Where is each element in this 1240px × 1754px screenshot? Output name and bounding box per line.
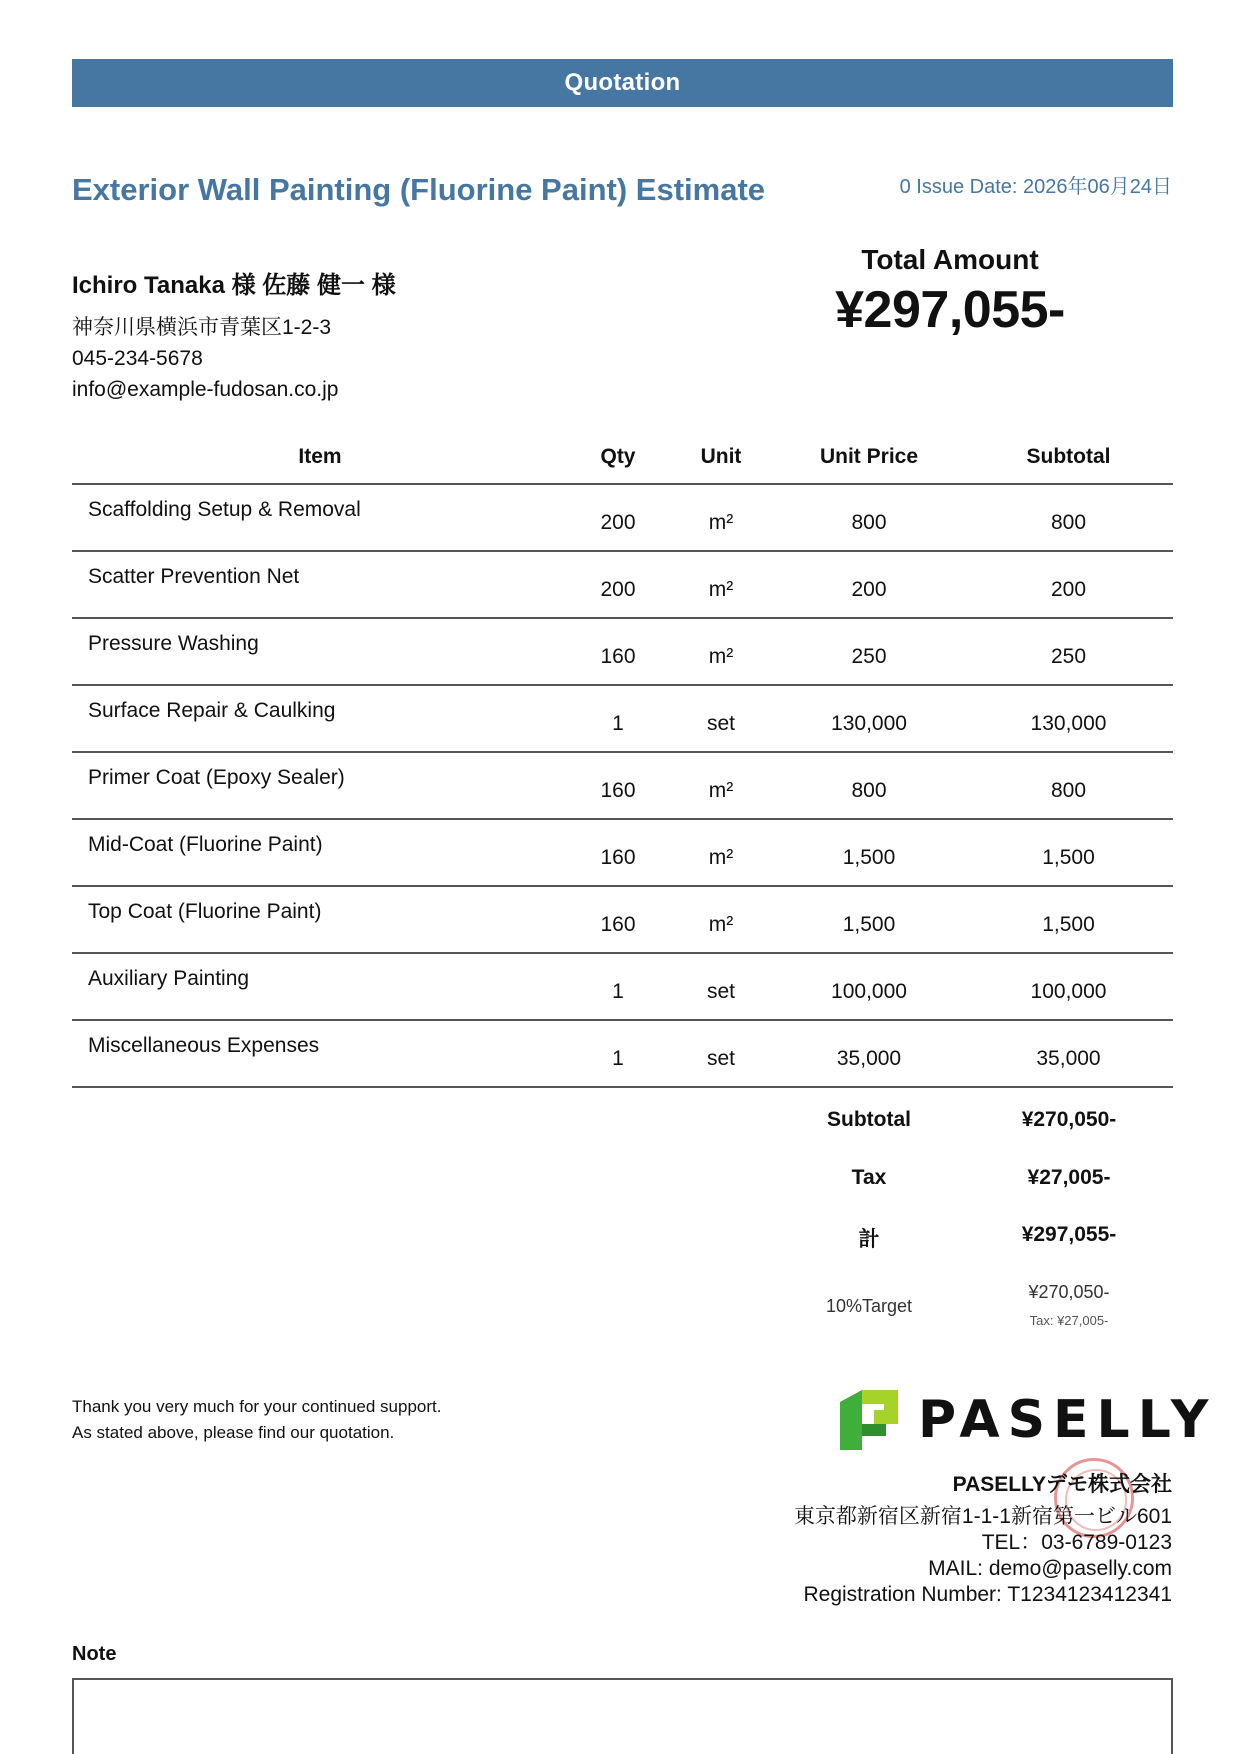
row-qty: 1 [568,685,668,752]
row-unit-price: 130,000 [774,685,964,752]
closing-line-1: Thank you very much for your continued support. [72,1397,442,1416]
header-qty: Qty [568,430,668,484]
header-unit-price: Unit Price [774,430,964,484]
table-row [72,685,1173,752]
client-name: Ichiro Tanaka 様 佐藤 健一 様 [72,272,396,299]
row-item: Scaffolding Setup & Removal [72,484,568,551]
row-subtotal: 35,000 [964,1020,1173,1087]
note-box [72,1678,1173,1754]
company-address: 東京都新宿区新宿1-1-1新宿第一ビル601 [793,1505,1172,1528]
row-unit: m² [668,819,774,886]
company-registration: Registration Number: T1234123412341 [803,1583,1172,1606]
row-unit-price: 35,000 [774,1020,964,1087]
items-table [72,430,1173,1088]
table-row [72,484,1173,551]
row-subtotal: 100,000 [964,953,1173,1020]
row-subtotal: 800 [964,484,1173,551]
row-unit-price: 250 [774,618,964,685]
closing-message [72,1394,441,1446]
logo-wordmark: PASELLY [918,1390,1217,1450]
row-item: Primer Coat (Epoxy Sealer) [72,752,568,819]
row-qty: 160 [568,886,668,953]
table-row [72,618,1173,685]
row-subtotal: 130,000 [964,685,1173,752]
row-subtotal: 200 [964,551,1173,618]
row-item: Surface Repair & Caulking [72,685,568,752]
company-mail: MAIL: demo@paselly.com [928,1557,1172,1580]
quotation-banner [72,59,1173,107]
row-subtotal: 800 [964,752,1173,819]
row-item: Auxiliary Painting [72,953,568,1020]
tax-target-tax: Tax: ¥27,005- [1029,1313,1109,1328]
row-unit: m² [668,886,774,953]
tax-target-label: 10%Target [825,1296,913,1316]
table-row [72,953,1173,1020]
company-name: PASELLYデモ株式会社 [952,1473,1172,1496]
row-qty: 200 [568,484,668,551]
total-amount-box [780,244,1120,340]
row-subtotal: 1,500 [964,886,1173,953]
row-unit-price: 1,500 [774,819,964,886]
row-subtotal: 1,500 [964,819,1173,886]
row-unit-price: 200 [774,551,964,618]
header-unit: Unit [668,430,774,484]
row-unit: m² [668,484,774,551]
table-header-row [72,430,1173,484]
closing-line-2: As stated above, please find our quotation. [72,1423,395,1442]
header-subtotal: Subtotal [964,430,1173,484]
table-row [72,752,1173,819]
row-item: Scatter Prevention Net [72,551,568,618]
tax-target-value: ¥270,050- [1028,1282,1110,1302]
table-row [72,819,1173,886]
row-unit-price: 100,000 [774,953,964,1020]
row-qty: 200 [568,551,668,618]
row-item: Pressure Washing [72,618,568,685]
row-unit: set [668,685,774,752]
banner-title: Quotation [564,69,681,96]
total-amount-label: Total Amount [861,244,1039,275]
row-item: Top Coat (Fluorine Paint) [72,886,568,953]
row-item: Mid-Coat (Fluorine Paint) [72,819,568,886]
client-block [72,265,396,405]
client-email: info@example-fudosan.co.jp [72,378,339,401]
summary-tax-value: ¥27,005- [1027,1166,1111,1189]
table-row [72,886,1173,953]
issue-date: 0 Issue Date: 2026年06月24日 [899,176,1172,198]
row-unit: set [668,1020,774,1087]
total-amount-value: ¥297,055- [835,281,1065,339]
table-row [72,551,1173,618]
row-unit: m² [668,752,774,819]
row-unit-price: 1,500 [774,886,964,953]
row-qty: 1 [568,1020,668,1087]
row-item: Miscellaneous Expenses [72,1020,568,1087]
document-title: Exterior Wall Painting (Fluorine Paint) Estimate [72,172,766,207]
row-unit-price: 800 [774,484,964,551]
row-unit: m² [668,618,774,685]
summary-tax-label: Tax [851,1166,887,1189]
company-info [794,1468,1172,1608]
row-unit: m² [668,551,774,618]
row-unit: set [668,953,774,1020]
table-row [72,1020,1173,1087]
paselly-logo-icon [840,1390,898,1450]
row-qty: 160 [568,819,668,886]
row-qty: 160 [568,752,668,819]
client-phone: 045-234-5678 [72,347,203,370]
row-qty: 160 [568,618,668,685]
summary-subtotal-label: Subtotal [827,1108,911,1131]
client-address: 神奈川県横浜市青葉区1-2-3 [72,316,332,339]
row-qty: 1 [568,953,668,1020]
row-subtotal: 250 [964,618,1173,685]
summary-subtotal-value: ¥270,050- [1021,1108,1117,1131]
company-tel: TEL：03-6789-0123 [981,1531,1172,1554]
company-logo [840,1390,1216,1450]
summary-total-value: ¥297,055- [1021,1223,1117,1246]
row-unit-price: 800 [774,752,964,819]
note-label: Note [72,1643,117,1665]
header-item: Item [72,430,568,484]
summary-total-label: 計 [858,1228,880,1251]
